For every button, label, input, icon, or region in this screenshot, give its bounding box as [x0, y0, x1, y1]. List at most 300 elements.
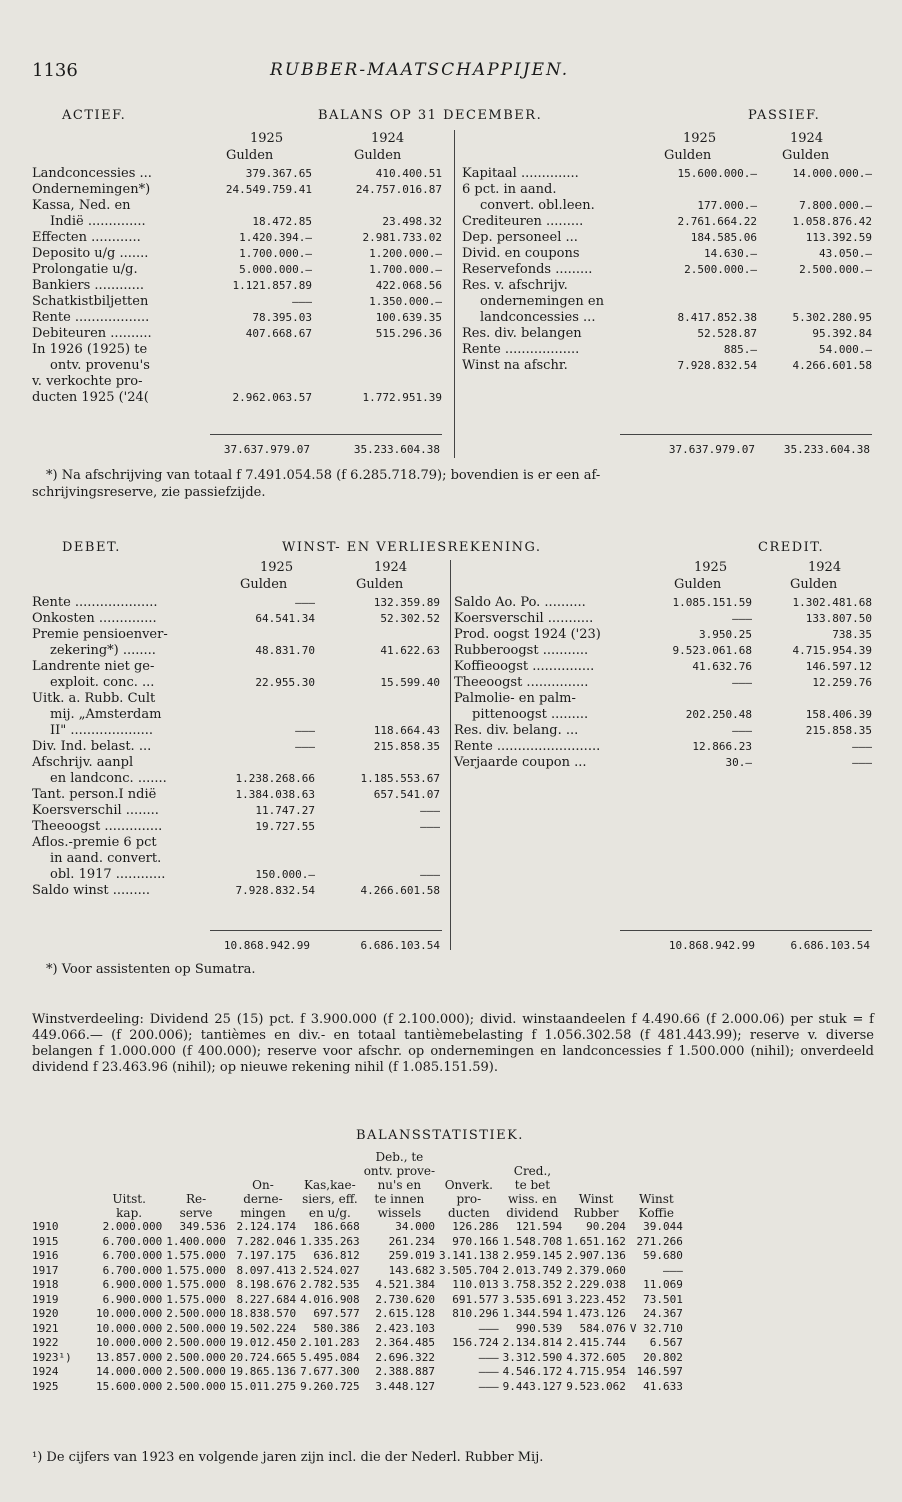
row-label: Indië ..............: [50, 214, 146, 229]
row-value-1925: 11.747.27: [255, 804, 315, 817]
row-value-1925: 1.700.000.—: [239, 247, 312, 260]
table-row: [30, 1380, 685, 1395]
cell-year: 1918: [32, 1278, 59, 1291]
statistiek-footnote: ¹) De cijfers van 1923 en volgende jaren zijn incl. die der Nederl. Rubber Mij.: [32, 1450, 544, 1465]
cell: 2.500.000: [166, 1307, 226, 1320]
balans-right-year1: 1925: [683, 131, 717, 146]
statistiek-header-row: [30, 1150, 685, 1220]
row-label: Reservefonds .........: [462, 262, 593, 277]
row-value-1925: 9.523.061.68: [672, 644, 752, 657]
cell: 1.344.594: [502, 1307, 563, 1320]
cell: 6.567: [649, 1336, 683, 1349]
row-label: Palmolie- en palm-: [454, 691, 576, 706]
row-value-1925: 18.472.85: [252, 215, 312, 228]
cell: 6.700.000: [102, 1249, 163, 1262]
col-header-year: [30, 1150, 94, 1220]
row-label: Koersverschil ........: [32, 803, 159, 818]
balans-row: [32, 374, 442, 390]
row-label: Koffieoogst ...............: [454, 659, 595, 674]
balans-footnote-line1: *) Na afschrijving van totaal f 7.491.054.58 (f 6.285.718.79); bovendien is er een af-: [46, 468, 601, 483]
row-value-1924: 515.296.36: [375, 327, 442, 340]
cell: 146.597: [636, 1365, 683, 1378]
row-label: Debiteuren ..........: [32, 326, 152, 341]
row-value-1925: 7.928.832.54: [235, 884, 315, 897]
row-value-1924: ———: [420, 820, 440, 833]
row-value-1925: 2.500.000.—: [684, 263, 757, 276]
wv-left-year2: 1924: [374, 560, 408, 575]
cell: 14.000.000: [96, 1365, 163, 1378]
cell: 1.575.000: [166, 1249, 226, 1262]
row-value-1925: 1.420.394.—: [239, 231, 312, 244]
cell: 4.372.605: [566, 1350, 626, 1364]
wv-row: [32, 723, 440, 739]
table-row: [30, 1336, 685, 1351]
cell: 2.013.749: [502, 1263, 563, 1277]
row-value-1924: 5.302.280.95: [792, 311, 872, 324]
row-value-1924: 1.185.553.67: [360, 772, 440, 785]
row-value-1925: 150.000.—: [255, 868, 315, 881]
row-value-1925: 48.831.70: [255, 644, 315, 657]
cell: 8.227.684: [236, 1292, 297, 1306]
wv-right-unit1: Gulden: [674, 577, 722, 592]
row-value-1925: 7.928.832.54: [677, 359, 757, 372]
cell: 271.266: [636, 1234, 683, 1248]
cell: 121.594: [515, 1220, 563, 1233]
cell: 15.600.000: [96, 1379, 163, 1393]
col-header-winst-rubber: Winst Rubber: [573, 1192, 619, 1220]
cell: 1.335.263: [300, 1234, 360, 1248]
row-value-1924: 52.302.52: [380, 612, 440, 625]
col-header-kas: Kas,kae- siers, eff. en u/g.: [302, 1178, 358, 1220]
cell: 2.423.103: [375, 1321, 436, 1335]
cell: ———: [662, 1263, 683, 1277]
balans-right-total-1924: 35.233.604.38: [783, 443, 870, 456]
cell: 39.044: [643, 1220, 683, 1233]
cell: 156.724: [452, 1336, 499, 1349]
row-label: Theeoogst ..............: [32, 819, 163, 834]
row-label: Uitk. a. Rubb. Cult: [32, 691, 156, 706]
row-label: obl. 1917 ............: [50, 867, 166, 882]
row-value-1925: 1.085.151.59: [672, 596, 752, 609]
row-value-1924: 100.639.35: [375, 311, 442, 324]
row-label: Landrente niet ge-: [32, 659, 155, 674]
cell-year: 1921: [32, 1321, 59, 1335]
cell: 90.204: [586, 1220, 626, 1233]
row-label: mij. „Amsterdam: [50, 707, 162, 722]
balans-divider: [454, 130, 455, 458]
row-value-1925: 2.761.664.22: [677, 215, 757, 228]
balans-row: [32, 262, 442, 278]
cell: 259.019: [388, 1249, 436, 1262]
row-value-1925: ———: [295, 724, 315, 737]
wv-row: [32, 627, 440, 643]
row-value-1925: 64.541.34: [255, 612, 315, 625]
cell: 4.016.908: [300, 1292, 360, 1306]
row-label: Prolongatie u/g.: [32, 262, 138, 277]
cell: 4.546.172: [502, 1365, 563, 1378]
cell-year: 1920: [32, 1307, 59, 1320]
row-value-1924: 24.757.016.87: [355, 183, 442, 196]
cell: 2.101.283: [300, 1336, 360, 1349]
cell: 19.502.224: [229, 1321, 297, 1335]
cell: 1.473.126: [566, 1307, 626, 1320]
row-label: Kassa, Ned. en: [32, 198, 131, 213]
row-value-1925: 41.632.76: [692, 660, 752, 673]
balans-left-total-1925: 37.637.979.07: [223, 443, 310, 456]
row-value-1924: 14.000.000.—: [792, 167, 872, 180]
col-header-debiteuren: Deb., te ontv. prove- nu's en te innen wissels: [363, 1150, 436, 1220]
cell: 6.700.000: [102, 1263, 163, 1277]
row-value-1924: 1.772.951.39: [362, 391, 442, 404]
row-value-1925: 1.238.268.66: [235, 772, 315, 785]
cell-year: 1923¹): [32, 1350, 72, 1364]
wv-row: [454, 739, 872, 755]
row-value-1924: ———: [852, 740, 872, 753]
row-value-1925: 184.585.06: [690, 231, 757, 244]
table-row: [30, 1220, 685, 1235]
cell: 2.500.000: [166, 1336, 226, 1349]
cell: 20.802: [643, 1350, 683, 1364]
row-value-1924: 2.981.733.02: [362, 231, 442, 244]
wv-left-total-rule: [210, 930, 442, 931]
cell: 6.900.000: [102, 1292, 163, 1306]
row-value-1925: 407.668.67: [245, 327, 312, 340]
wv-row: [32, 867, 440, 883]
row-value-1925: 3.950.25: [699, 628, 752, 641]
row-value-1924: 1.200.000.—: [369, 247, 442, 260]
row-label: Aflos.-premie 6 pct: [32, 835, 157, 850]
wv-left-unit2: Gulden: [356, 577, 404, 592]
cell: 810.296: [452, 1307, 499, 1320]
wv-row: [32, 691, 440, 707]
row-value-1924: 7.800.000.—: [799, 199, 872, 212]
cell: 580.386: [313, 1321, 360, 1335]
cell: 3.505.704: [439, 1263, 499, 1277]
row-label: v. verkochte pro-: [32, 374, 143, 389]
row-label: Afschrijv. aanpl: [32, 755, 134, 770]
cell: 2.500.000: [166, 1350, 226, 1364]
statistiek-table: [30, 1150, 685, 1394]
cell: 10.000.000: [96, 1321, 163, 1335]
row-label: Schatkistbiljetten: [32, 294, 149, 309]
cell: 3.312.590: [502, 1350, 563, 1364]
cell: ———: [478, 1379, 499, 1393]
row-label: Bankiers ............: [32, 278, 145, 293]
cell: 186.668: [313, 1220, 360, 1233]
row-label: Theeoogst ...............: [454, 675, 589, 690]
cell: 2.500.000: [166, 1379, 226, 1393]
cell: 2.000.000: [102, 1220, 163, 1233]
wv-right-year1: 1925: [694, 560, 728, 575]
cell: 2.524.027: [300, 1263, 360, 1277]
balans-right-unit1: Gulden: [664, 148, 712, 163]
cell: 7.677.300: [300, 1365, 360, 1378]
wv-right-unit2: Gulden: [790, 577, 838, 592]
cell: 73.501: [643, 1292, 683, 1306]
balans-right-year2: 1924: [790, 131, 824, 146]
balans-row: [32, 326, 442, 342]
row-label: Koersverschil ...........: [454, 611, 594, 626]
cell: 18.838.570: [229, 1307, 297, 1320]
row-value-1925: 14.630.—: [704, 247, 757, 260]
page-number: 1136: [32, 60, 78, 81]
wv-row: [32, 755, 440, 771]
balans-right-unit2: Gulden: [782, 148, 830, 163]
cell: 41.633: [643, 1379, 683, 1393]
cell: 697.577: [313, 1307, 360, 1320]
cell-year: 1915: [32, 1234, 59, 1248]
cell: 9.523.062: [566, 1379, 626, 1393]
cell: 691.577: [452, 1292, 499, 1306]
cell: 6.700.000: [102, 1234, 163, 1248]
wv-row: [32, 803, 440, 819]
cell: ———: [478, 1365, 499, 1378]
row-label: Res. div. belang. ...: [454, 723, 579, 738]
balans-footnote-line2: schrijvingsreserve, zie passiefzijde.: [32, 485, 266, 500]
cell: 7.197.175: [236, 1249, 297, 1262]
balans-passief-label: PASSIEF.: [748, 108, 821, 123]
wv-row: [32, 611, 440, 627]
cell: 110.013: [452, 1278, 499, 1291]
row-value-1925: 22.955.30: [255, 676, 315, 689]
row-value-1925: 19.727.55: [255, 820, 315, 833]
row-value-1924: 133.807.50: [805, 612, 872, 625]
row-label: Kapitaal ..............: [462, 166, 579, 181]
cell-year: 1917: [32, 1263, 59, 1277]
cell: V 32.710: [629, 1321, 683, 1335]
balans-row: [462, 182, 872, 198]
col-header-crediteuren: Cred., te bet wiss. en dividend: [506, 1164, 559, 1220]
cell: 19.012.450: [229, 1336, 297, 1349]
wv-row: [454, 611, 872, 627]
row-label: Saldo Ao. Po. ..........: [454, 595, 586, 610]
balans-left-total-1924: 35.233.604.38: [353, 443, 440, 456]
cell: 34.000: [395, 1220, 436, 1233]
row-value-1925: ———: [295, 740, 315, 753]
row-value-1924: ———: [852, 756, 872, 769]
balans-row: [462, 246, 872, 262]
wv-row: [32, 883, 440, 899]
row-value-1924: 43.050.—: [819, 247, 872, 260]
wv-debet-label: DEBET.: [62, 540, 121, 555]
cell: 6.900.000: [102, 1278, 163, 1291]
row-label: Landconcessies ...: [32, 166, 152, 181]
wv-divider: [450, 560, 451, 950]
row-label: Res. v. afschrijv.: [462, 278, 568, 293]
row-value-1925: 2.962.063.57: [232, 391, 312, 404]
table-row: [30, 1278, 685, 1293]
row-label: ducten 1925 ('24(: [32, 390, 149, 405]
wv-row: [32, 675, 440, 691]
row-label: ontv. provenu's: [50, 358, 150, 373]
row-label: Dep. personeel ...: [462, 230, 578, 245]
balans-row: [462, 214, 872, 230]
balans-row: [32, 358, 442, 374]
row-value-1925: 1.384.038.63: [235, 788, 315, 801]
wv-row: [32, 643, 440, 659]
cell: 1.651.162: [566, 1234, 626, 1248]
row-label: Crediteuren .........: [462, 214, 584, 229]
cell: 4.521.384: [375, 1278, 436, 1291]
balans-left-year2: 1924: [371, 131, 405, 146]
wv-row: [454, 675, 872, 691]
cell: 24.367: [643, 1307, 683, 1320]
running-head: RUBBER-MAATSCHAPPIJEN.: [270, 60, 570, 80]
wv-row: [32, 819, 440, 835]
balans-row: [462, 310, 872, 326]
balans-actief-label: ACTIEF.: [62, 108, 127, 123]
cell: 970.166: [452, 1234, 499, 1248]
table-row: [30, 1351, 685, 1366]
balans-row: [462, 326, 872, 342]
table-row: [30, 1293, 685, 1308]
balans-row: [32, 214, 442, 230]
row-value-1924: 2.500.000.—: [799, 263, 872, 276]
wv-right-year2: 1924: [808, 560, 842, 575]
row-value-1924: 4.715.954.39: [792, 644, 872, 657]
wv-right-total-rule: [620, 930, 872, 931]
row-label: Ondernemingen*): [32, 182, 151, 197]
wv-left-unit1: Gulden: [240, 577, 288, 592]
wv-left-year1: 1925: [260, 560, 294, 575]
row-label: pittenoogst .........: [472, 707, 589, 722]
cell: 2.379.060: [566, 1263, 626, 1277]
table-row: [30, 1365, 685, 1380]
wv-debet-list: [32, 595, 440, 899]
row-label: exploit. conc. ...: [50, 675, 155, 690]
row-value-1924: 15.599.40: [380, 676, 440, 689]
cell: ———: [478, 1350, 499, 1364]
wv-row: [454, 723, 872, 739]
row-value-1925: 12.866.23: [692, 740, 752, 753]
row-value-1924: 54.000.—: [819, 343, 872, 356]
wv-row: [32, 739, 440, 755]
cell: 2.388.887: [375, 1365, 436, 1378]
cell: 2.500.000: [166, 1365, 226, 1378]
cell-year: 1922: [32, 1336, 59, 1349]
balans-title: BALANS OP 31 DECEMBER.: [318, 108, 543, 123]
row-label: 6 pct. in aand.: [462, 182, 557, 197]
cell: 1.400.000: [166, 1234, 226, 1248]
row-value-1925: 5.000.000.—: [239, 263, 312, 276]
wv-row: [454, 691, 872, 707]
row-value-1924: 158.406.39: [805, 708, 872, 721]
balans-row: [32, 182, 442, 198]
row-label: Verjaarde coupon ...: [454, 755, 587, 770]
row-value-1924: 1.058.876.42: [792, 215, 872, 228]
cell-year: 1919: [32, 1292, 59, 1306]
row-value-1924: 4.266.601.58: [792, 359, 872, 372]
balans-row: [462, 262, 872, 278]
wv-row: [454, 643, 872, 659]
row-label: Premie pensioenver-: [32, 627, 168, 642]
row-value-1924: 23.498.32: [382, 215, 442, 228]
cell: 584.076: [579, 1321, 626, 1335]
row-value-1924: 657.541.07: [373, 788, 440, 801]
row-value-1924: 12.259.76: [812, 676, 872, 689]
row-value-1924: 1.350.000.—: [369, 295, 442, 308]
cell: 2.959.145: [502, 1249, 563, 1262]
col-header-reserve: Re- serve: [179, 1192, 213, 1220]
cell: 3.223.452: [566, 1292, 626, 1306]
row-value-1924: 132.359.89: [373, 596, 440, 609]
cell: 2.782.535: [300, 1278, 360, 1291]
cell: 9.260.725: [300, 1379, 360, 1393]
row-value-1924: ———: [420, 804, 440, 817]
cell: 5.495.084: [300, 1350, 360, 1364]
row-value-1924: 215.858.35: [373, 740, 440, 753]
row-label: ondernemingen en: [480, 294, 604, 309]
balans-row: [32, 342, 442, 358]
row-value-1925: 15.600.000.—: [677, 167, 757, 180]
row-label: Rubberoogst ...........: [454, 643, 589, 658]
cell: 3.141.138: [439, 1249, 499, 1262]
cell: 2.696.322: [375, 1350, 436, 1364]
row-value-1925: ———: [292, 295, 312, 308]
row-value-1924: 95.392.84: [812, 327, 872, 340]
cell-year: 1924: [32, 1365, 59, 1378]
wv-credit-label: CREDIT.: [758, 540, 825, 555]
cell: 2.907.136: [566, 1249, 626, 1262]
cell: 126.286: [452, 1220, 499, 1233]
balans-row: [32, 166, 442, 182]
balans-row: [462, 342, 872, 358]
row-label: Winst na afschr.: [462, 358, 568, 373]
wv-row: [32, 707, 440, 723]
cell: 1.548.708: [502, 1234, 563, 1248]
row-label: Rente .........................: [454, 739, 601, 754]
wv-row: [32, 771, 440, 787]
balans-row: [462, 358, 872, 374]
row-label: zekering*) ........: [50, 643, 156, 658]
row-value-1925: ———: [732, 612, 752, 625]
row-label: Divid. en coupons: [462, 246, 580, 261]
row-label: landconcessies ...: [480, 310, 596, 325]
row-label: Res. div. belangen: [462, 326, 582, 341]
cell: 19.865.136: [229, 1365, 297, 1378]
wv-right-total-1925: 10.868.942.99: [668, 939, 755, 952]
row-value-1925: 177.000.—: [697, 199, 757, 212]
row-value-1925: ———: [732, 676, 752, 689]
row-value-1925: 78.395.03: [252, 311, 312, 324]
col-header-winst-koffie: Winst Koffie: [638, 1192, 675, 1220]
cell: 10.000.000: [96, 1307, 163, 1320]
balans-left-unit1: Gulden: [226, 148, 274, 163]
row-label: Onkosten ..............: [32, 611, 157, 626]
cell: 15.011.275: [229, 1379, 297, 1393]
row-label: convert. obl.leen.: [480, 198, 595, 213]
row-value-1925: 24.549.759.41: [225, 183, 312, 196]
row-label: Saldo winst .........: [32, 883, 150, 898]
balans-right-total-1925: 37.637.979.07: [668, 443, 755, 456]
cell: 1.575.000: [166, 1263, 226, 1277]
balans-left-year1: 1925: [250, 131, 284, 146]
cell: 3.535.691: [502, 1292, 563, 1306]
row-value-1924: ———: [420, 868, 440, 881]
row-label: Tant. person.I ndië: [32, 787, 157, 802]
table-row: [30, 1264, 685, 1279]
row-label: Rente ..................: [32, 310, 150, 325]
balans-row: [32, 278, 442, 294]
wv-title: WINST- EN VERLIESREKENING.: [282, 540, 542, 555]
cell: 2.500.000: [166, 1321, 226, 1335]
row-value-1925: 885.—: [723, 343, 757, 356]
cell: 3.448.127: [375, 1379, 436, 1393]
winstverdeeling-paragraph: Winstverdeeling: Dividend 25 (15) pct. f 3.900.000 (f 2.100.000); divid. winstaandeelen f 4.490.66 (f 2.000.06) per stuk = f 449.066.— (f 200.006); tantièmes en div.- en totaal tantièmebelasting f 1.056.302.58 (f 481.443.99); reserve v. diverse belangen f 1.000.000 (f 400.000); reserve voor afschr. op ondernemingen en landconcessies f 1.500.000 (nihil); onverdeeld dividend f 23.463.96 (nihil); op nieuwe rekening nihil (f 1.085.151.59).: [32, 1012, 874, 1075]
cell: ———: [478, 1321, 499, 1335]
wv-row: [32, 835, 440, 851]
cell: 20.724.665: [229, 1350, 297, 1364]
